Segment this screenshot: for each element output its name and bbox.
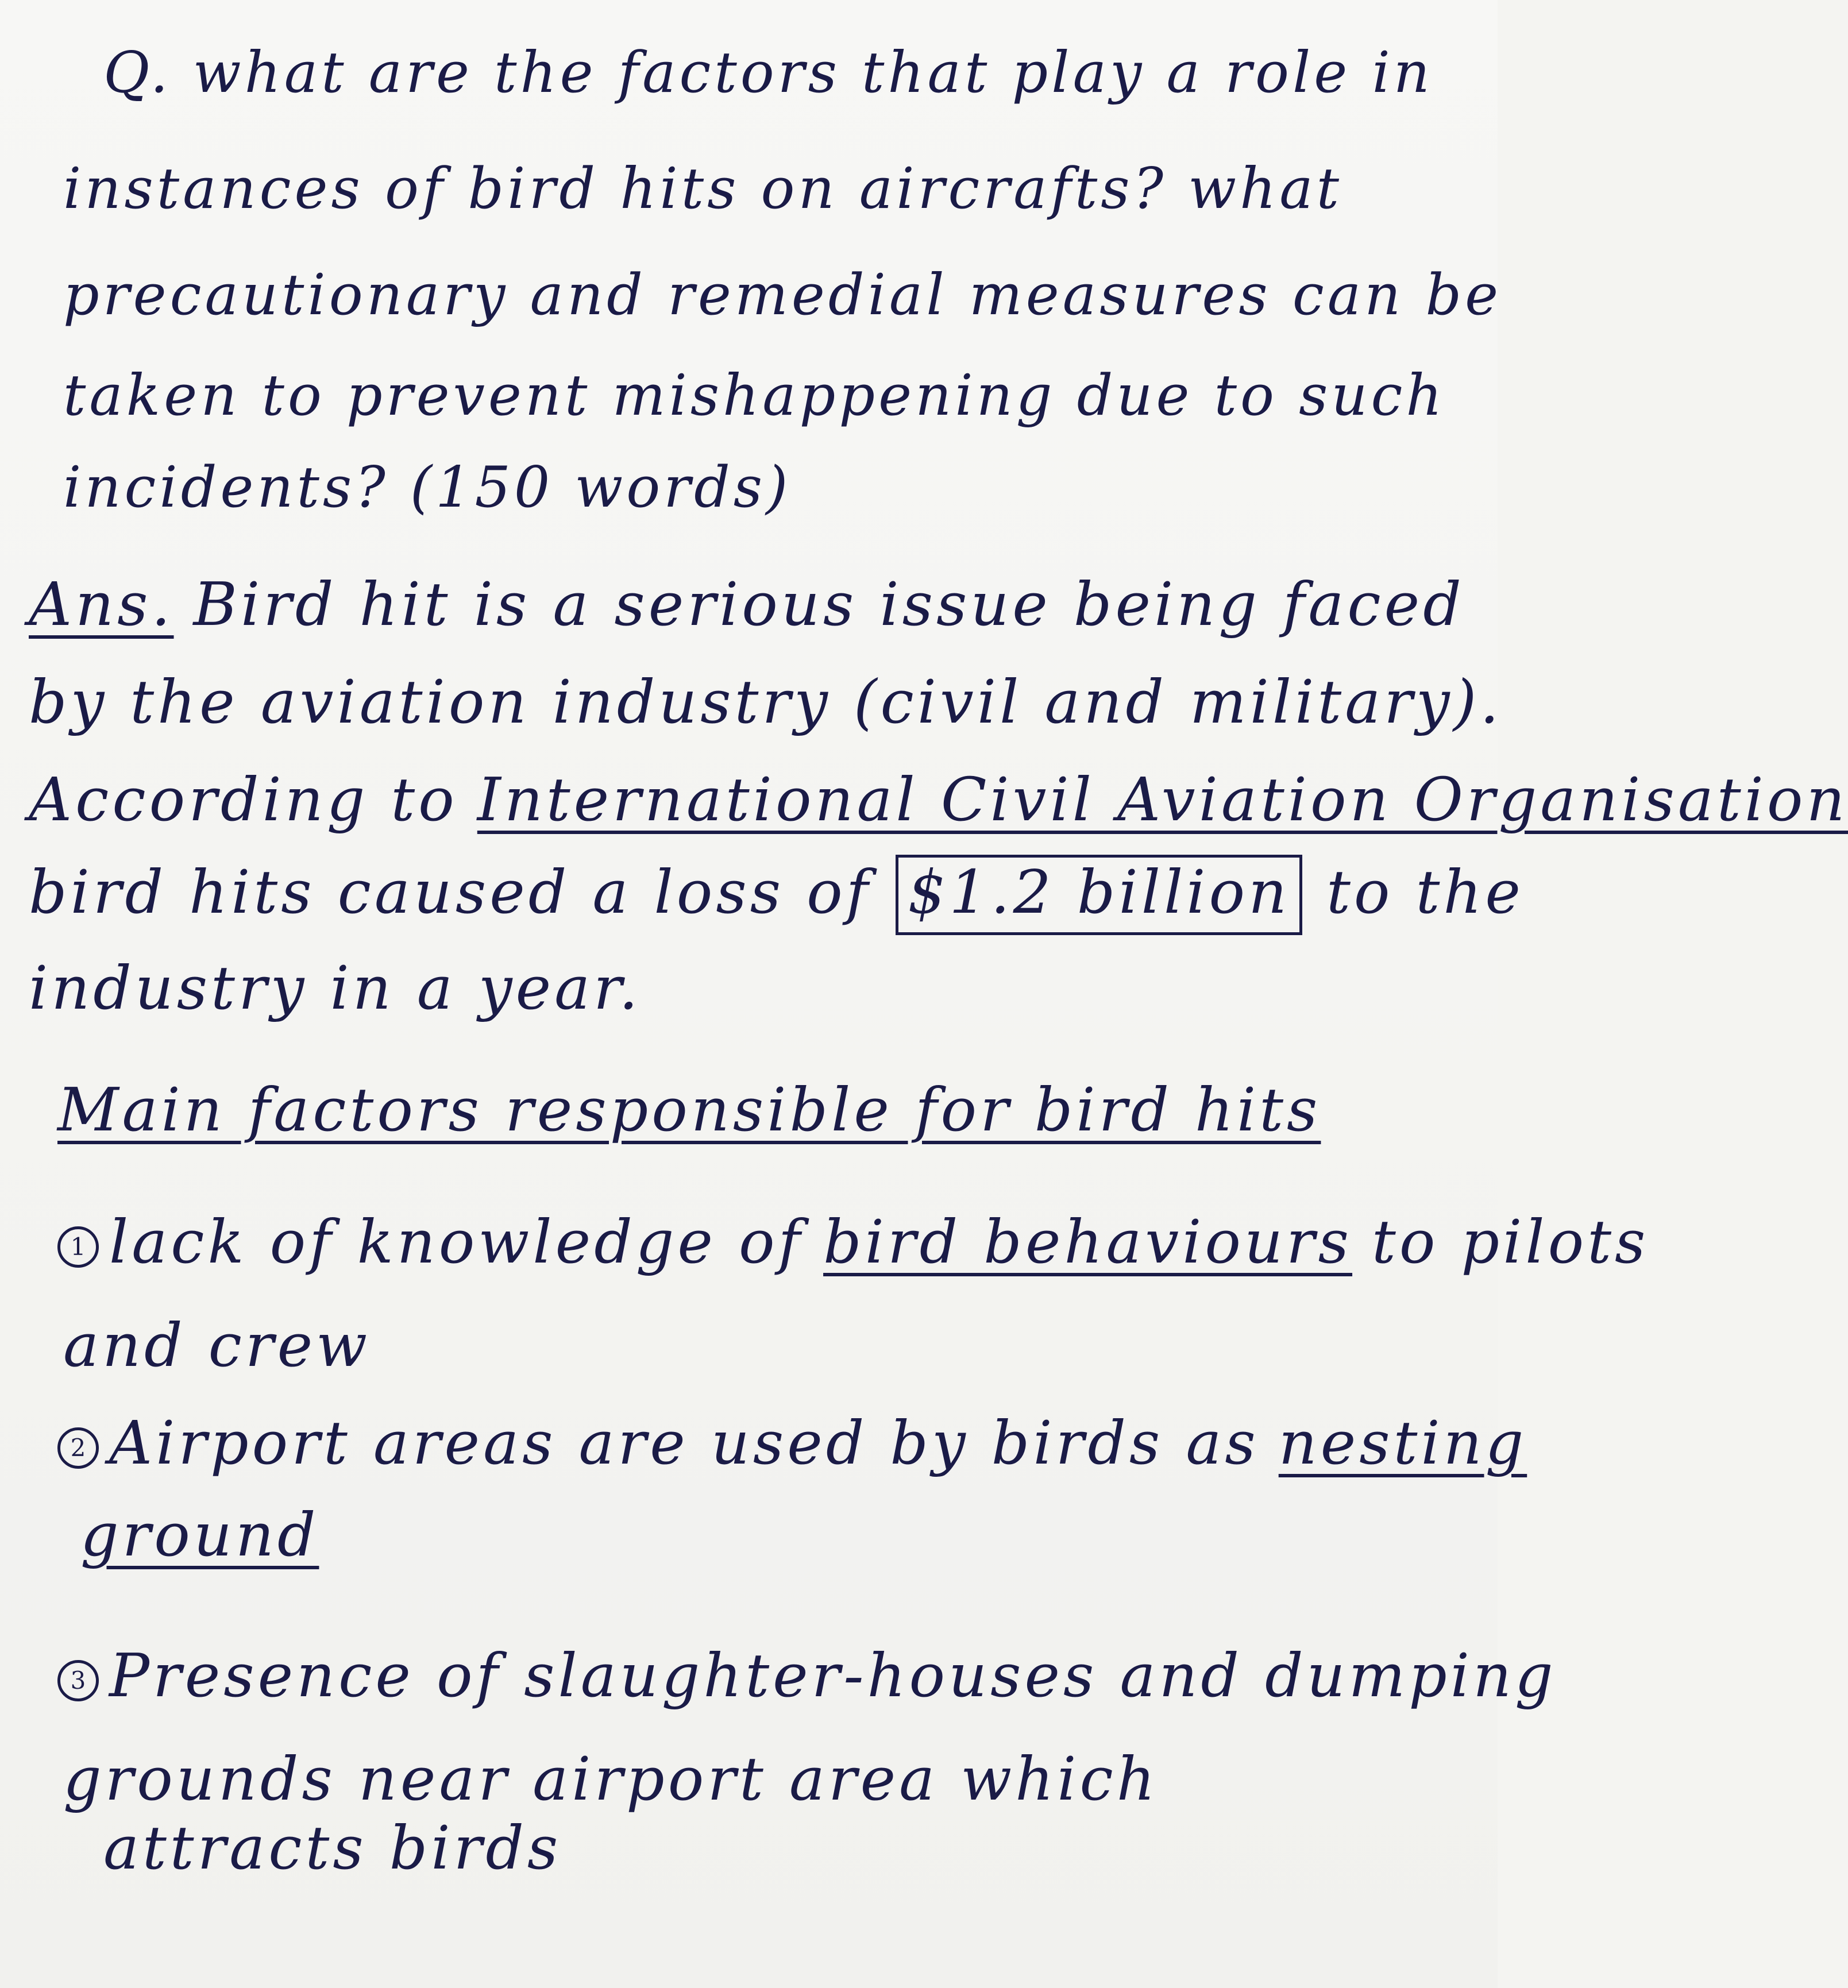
question-line-5: incidents? (150 words) [63, 455, 792, 520]
question-line-2: instances of bird hits on aircrafts? what [63, 156, 1343, 222]
question-line-4: taken to prevent mishappening due to such [63, 363, 1446, 429]
answer-line-4-suffix: to the [1326, 857, 1524, 927]
factor-2-underlined: nesting [1278, 1408, 1527, 1478]
answer-line-5: industry in a year. [29, 953, 642, 1023]
factor-3-line-1 [57, 1640, 1557, 1711]
factor-3-line-1-text: Presence of slaughter-houses and dumping [109, 1640, 1557, 1711]
factor-1-line-2: and crew [63, 1310, 371, 1380]
answer-line-3 [29, 765, 1848, 835]
question-line-1: Q. what are the factors that play a role in [103, 40, 1433, 106]
answer-line-3-prefix: According to [29, 765, 458, 835]
factors-heading: Main factors responsible for bird hits [57, 1075, 1321, 1145]
answer-label: Ans. [29, 569, 174, 639]
answer-line-1 [29, 569, 1465, 639]
organisation-name: International Civil Aviation Organisation [477, 765, 1848, 835]
factor-1-number: 1 [57, 1226, 99, 1268]
factor-3-line-3: attracts birds [103, 1813, 562, 1883]
factor-1-underlined: bird behaviours [823, 1207, 1353, 1277]
answer-line-4 [29, 855, 1524, 935]
answer-line-2: by the aviation industry (civil and military). [29, 667, 1503, 737]
answer-line-1-text: Bird hit is a serious issue being faced [193, 569, 1465, 639]
factor-2-number: 2 [57, 1427, 99, 1469]
factor-3-line-2: grounds near airport area which [63, 1744, 1159, 1814]
answer-line-4-prefix: bird hits caused a loss of [29, 857, 872, 927]
factor-1-line-1 [57, 1207, 1649, 1277]
factor-2-line-1 [57, 1408, 1527, 1478]
factor-2-line-2: ground [80, 1500, 319, 1570]
factor-1-suffix: to pilots [1372, 1207, 1649, 1277]
factor-3-number: 3 [57, 1660, 99, 1701]
factor-2-prefix: Airport areas are used by birds as [109, 1408, 1259, 1478]
question-line-3: precautionary and remedial measures can be [63, 263, 1502, 328]
loss-amount-box: $1.2 billion [896, 855, 1302, 935]
factor-1-prefix: lack of knowledge of [109, 1207, 804, 1277]
